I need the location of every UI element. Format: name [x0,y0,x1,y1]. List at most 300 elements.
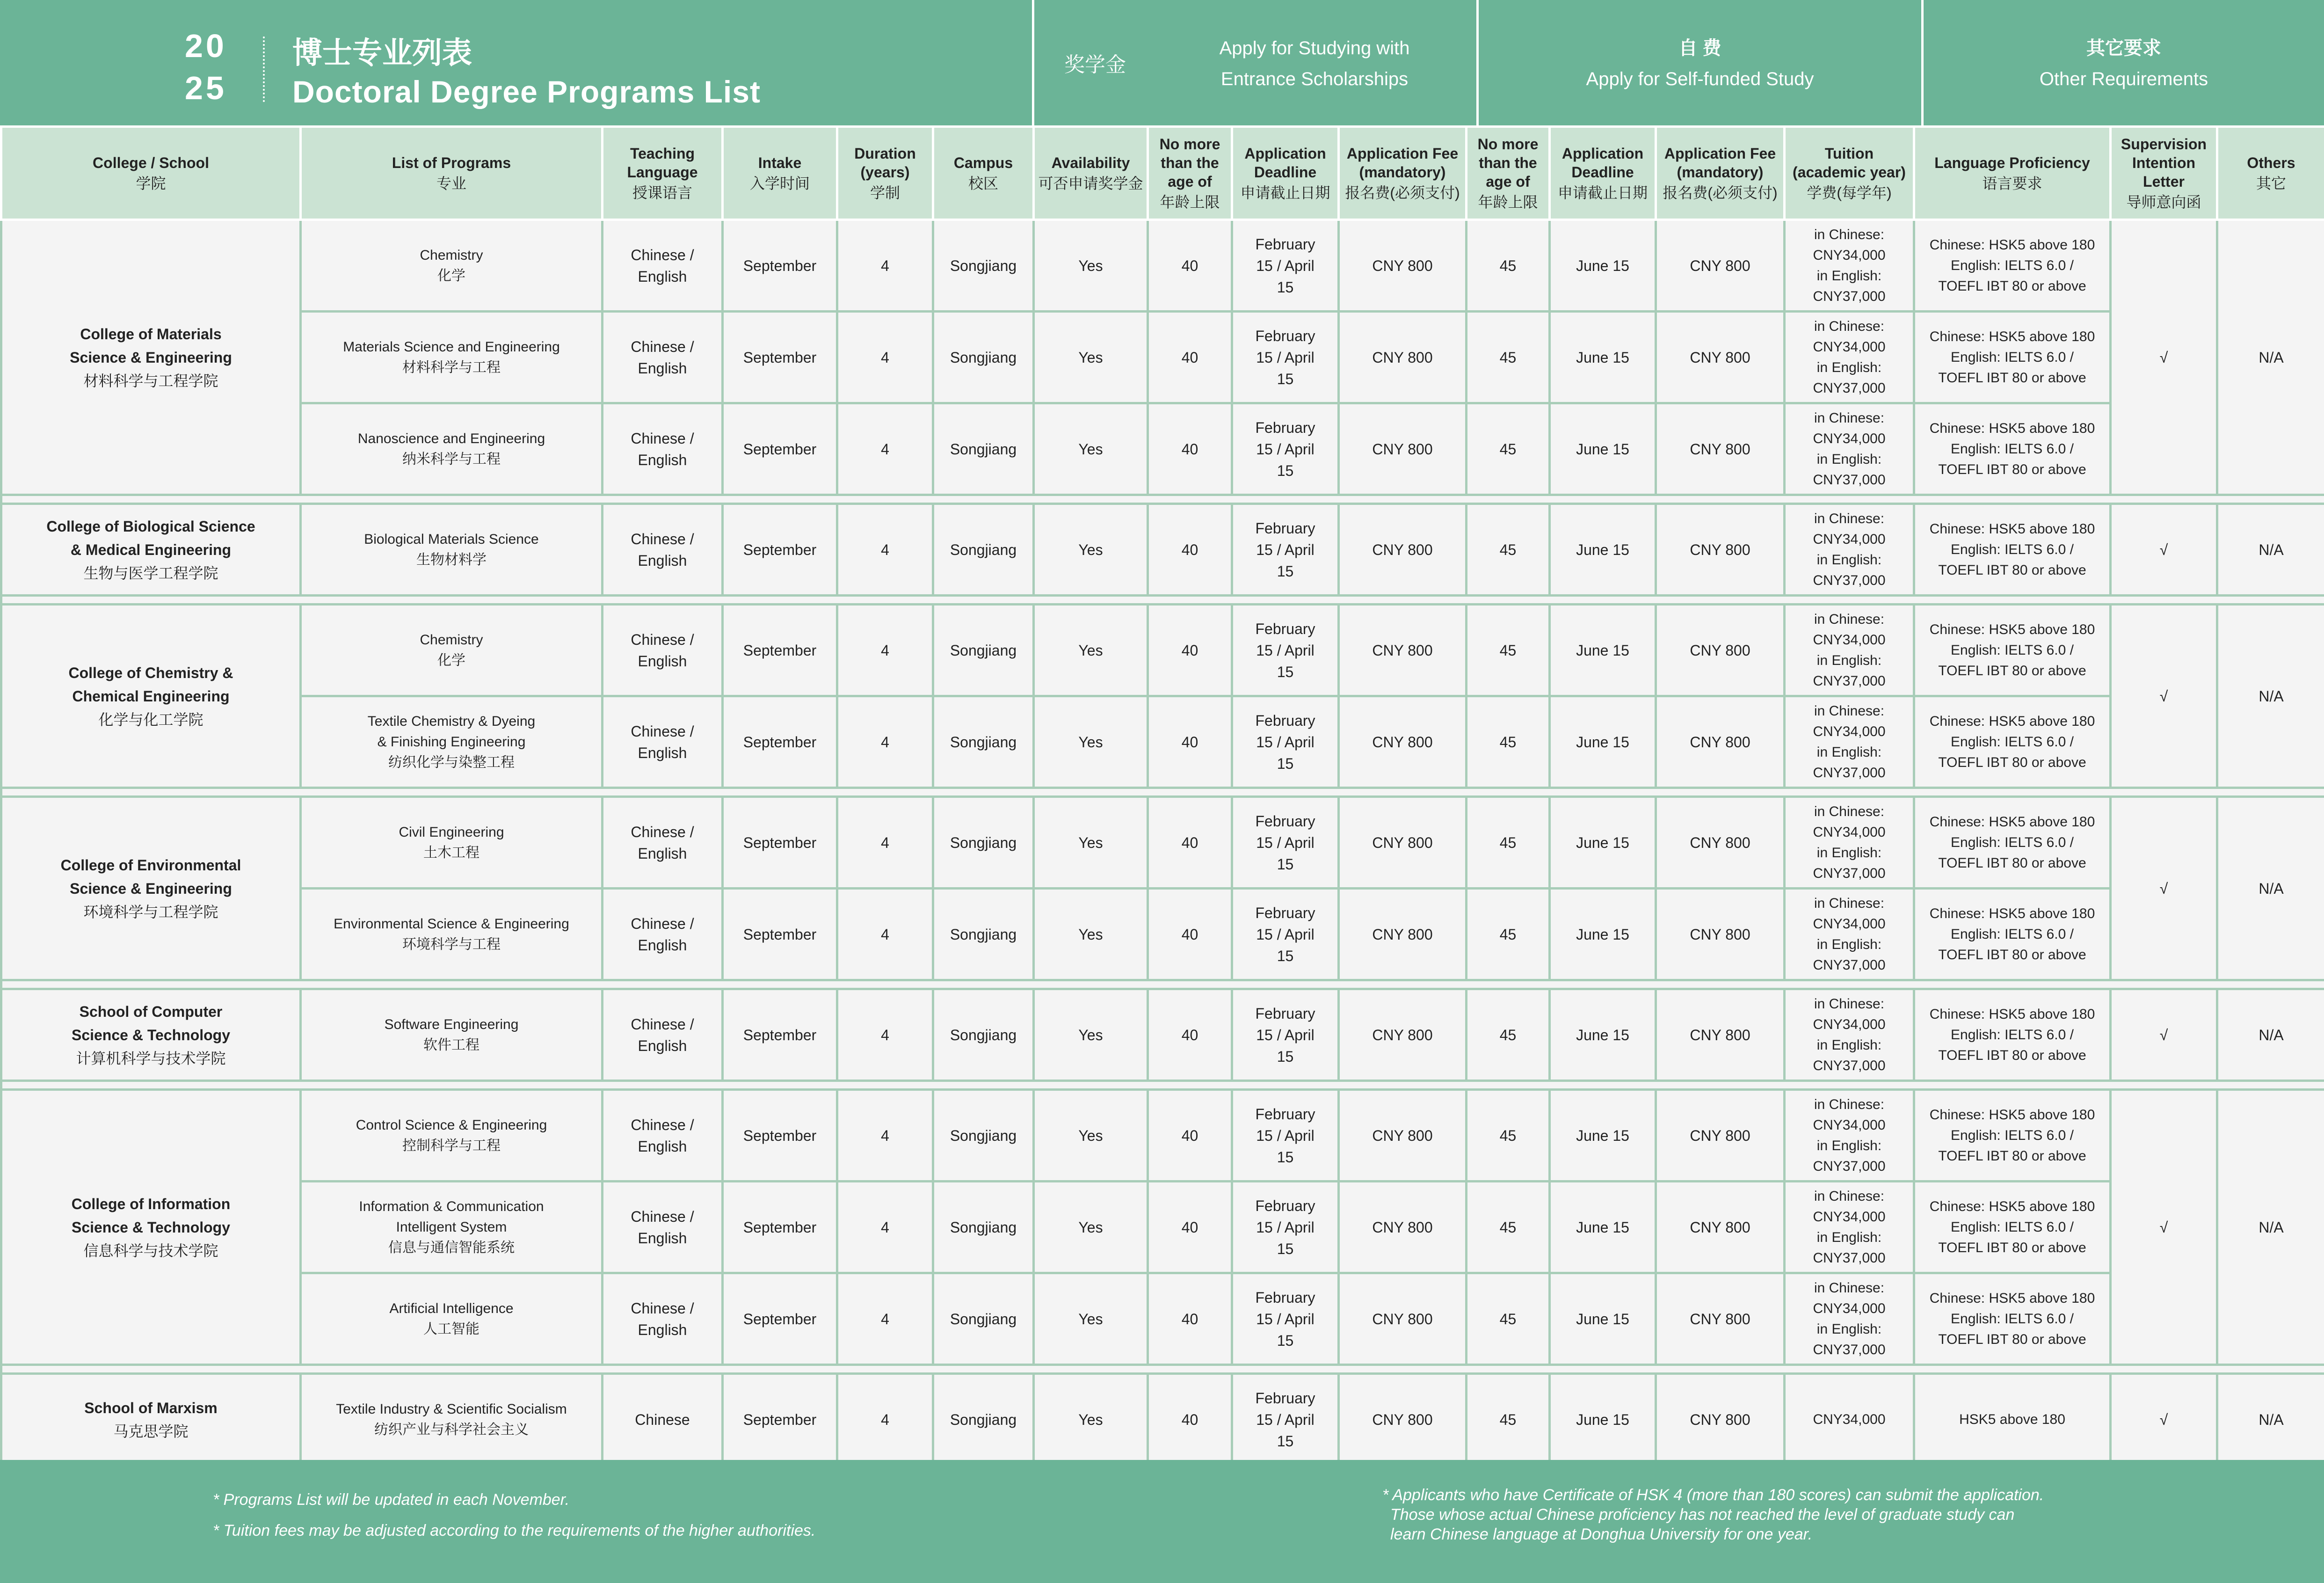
sf-deadline-value: June 15 [1576,642,1629,659]
column-header-label: No more than the age of [1477,136,1539,190]
duration-value: 4 [881,926,889,943]
tuition-cn-value: CNY34,000 [1813,1300,1886,1316]
college-name-cn: 马克思学院 [113,1423,189,1440]
programs-table-wrap [0,125,2324,1460]
sf-deadline-cell [1550,403,1656,495]
footer-note: Those whose actual Chinese proficiency has not reached the level of graduate study can [1390,1506,2015,1524]
sch-fee-value: CNY 800 [1372,1411,1433,1428]
intake-cell [723,989,837,1081]
tuition-cn-value: CNY34,000 [1813,824,1886,840]
column-header-label-cn: 语言要求 [1982,175,2042,192]
tuition-en-value: CNY37,000 [1813,673,1886,689]
teaching-language-value: Chinese / English [631,246,694,285]
check-mark-icon: √ [2159,541,2168,558]
sf-age-cell [1467,1273,1550,1365]
table-row [1,1182,2324,1273]
column-header-others [2217,127,2324,220]
availability-value: Yes [1078,1127,1103,1144]
others-value: N/A [2259,541,2284,558]
column-header-label-cn: 申请截止日期 [1240,184,1330,201]
supervision-cell [2111,220,2217,495]
sch-fee-cell [1339,605,1467,696]
group-separator [1,788,2324,797]
language-req-toefl: TOEFL IBT 80 or above [1938,663,2086,678]
column-header-label: Language Proficiency [1934,154,2090,171]
tuition-cn-label: in Chinese: [1814,226,1885,242]
tuition-en-value: CNY37,000 [1813,957,1886,973]
column-header-availability [1034,127,1148,220]
sch-deadline-value: February 15 / April 15 [1255,235,1315,296]
duration-cell [837,220,933,312]
column-header-label: Campus [953,154,1013,171]
sch-age-value: 40 [1181,1026,1198,1043]
sch-age-cell [1148,1090,1232,1182]
language-req-cell [1914,605,2111,696]
supervision-cell [2111,1090,2217,1365]
tuition-cn-label: in Chinese: [1814,611,1885,627]
campus-value: Songjiang [950,1026,1017,1043]
program-name-cn: 纺织化学与染整工程 [388,754,515,770]
table-row [1,1273,2324,1365]
language-req-toefl: TOEFL IBT 80 or above [1938,1148,2086,1164]
sf-fee-value: CNY 800 [1690,541,1750,558]
sf-fee-value: CNY 800 [1690,1411,1750,1428]
sch-fee-value: CNY 800 [1372,1218,1433,1236]
sf-age-value: 45 [1499,440,1517,458]
column-header-label: List of Programs [392,154,511,171]
sf-fee-cell [1656,504,1785,596]
language-req-chinese: Chinese: HSK5 above 180 [1929,420,2095,436]
campus-cell [933,889,1034,980]
availability-value: Yes [1078,349,1103,366]
program-cell [301,220,603,312]
campus-cell [933,1182,1034,1273]
duration-cell [837,605,933,696]
availability-cell [1034,797,1148,889]
language-req-toefl: TOEFL IBT 80 or above [1938,370,2086,386]
tuition-cell [1785,220,1914,312]
sch-fee-cell [1339,1374,1467,1466]
sch-age-value: 40 [1181,926,1198,943]
sf-age-cell [1467,696,1550,788]
teaching-language-value: Chinese / English [631,430,694,468]
sf-fee-cell [1656,1182,1785,1273]
sch-fee-cell [1339,1090,1467,1182]
intake-value: September [743,257,817,274]
program-name: Artificial Intelligence [389,1300,514,1316]
program-name: Control Science & Engineering [356,1117,547,1133]
availability-value: Yes [1078,1411,1103,1428]
program-name-cn: 生物材料学 [416,552,487,568]
supervision-cell [2111,504,2217,596]
college-name-line2: Science & Engineering [70,880,232,897]
teaching-language-cell [603,605,723,696]
college-name: College of Chemistry & [68,664,233,681]
college-name-cn: 环境科学与工程学院 [83,903,218,920]
program-name-cn: 环境科学与工程 [402,936,501,952]
sf-age-value: 45 [1499,541,1517,558]
sf-fee-value: CNY 800 [1690,1310,1750,1328]
tuition-cn-label: in Chinese: [1814,803,1885,819]
sf-age-value: 45 [1499,349,1517,366]
sf-age-cell [1467,605,1550,696]
language-req-cell [1914,1374,2111,1466]
tuition-cell [1785,504,1914,596]
page-title: Doctoral Degree Programs List [292,74,761,109]
table-row [1,312,2324,403]
language-req-cell [1914,1182,2111,1273]
tuition-cn-label: in Chinese: [1814,410,1885,426]
sch-age-value: 40 [1181,733,1198,751]
tuition-cell [1785,696,1914,788]
tuition-cell [1785,1273,1914,1365]
sf-fee-value: CNY 800 [1690,349,1750,366]
tuition-cn-label: in Chinese: [1814,511,1885,526]
teaching-language-value: Chinese / English [631,530,694,569]
duration-cell [837,312,933,403]
others-cell [2217,504,2324,596]
teaching-language-cell [603,1273,723,1365]
table-body [1,220,2324,1466]
availability-value: Yes [1078,926,1103,943]
sf-deadline-value: June 15 [1576,541,1629,558]
college-name: College of Information [71,1195,231,1212]
sf-deadline-cell [1550,1090,1656,1182]
intake-value: September [743,349,817,366]
college-cell [1,797,301,980]
sf-fee-value: CNY 800 [1690,1026,1750,1043]
tuition-en-value: CNY37,000 [1813,1158,1886,1174]
tuition-cn-value: CNY34,000 [1813,1016,1886,1032]
college-cell [1,1374,301,1466]
sch-deadline-value: February 15 / April 15 [1255,1105,1315,1166]
sf-fee-value: CNY 800 [1690,440,1750,458]
language-req-chinese: Chinese: HSK5 above 180 [1929,621,2095,637]
sch-deadline-cell [1232,504,1339,596]
language-req-toefl: TOEFL IBT 80 or above [1938,855,2086,871]
footer [0,1460,2324,1583]
sch-age-value: 40 [1181,541,1198,558]
column-header-label-cn: 年龄上限 [1478,194,1538,211]
availability-value: Yes [1078,642,1103,659]
sf-fee-value: CNY 800 [1690,1127,1750,1144]
tuition-cell [1785,403,1914,495]
sch-deadline-value: February 15 / April 15 [1255,419,1315,479]
tuition-en-label: in English: [1816,359,1882,375]
sf-fee-cell [1656,403,1785,495]
campus-cell [933,1273,1034,1365]
college-name-cn: 化学与化工学院 [98,711,203,728]
intake-cell [723,504,837,596]
sch-fee-cell [1339,312,1467,403]
campus-value: Songjiang [950,1310,1017,1328]
duration-cell [837,989,933,1081]
language-req-english: English: IELTS 6.0 / [1951,734,2074,750]
group-separator [1,980,2324,989]
availability-cell [1034,312,1148,403]
tuition-cn-label: in Chinese: [1814,996,1885,1012]
sch-fee-value: CNY 800 [1372,541,1433,558]
duration-value: 4 [881,733,889,751]
sf-age-value: 45 [1499,926,1517,943]
language-req-chinese: Chinese: HSK5 above 180 [1929,237,2095,253]
tuition-cn-value: CNY34,000 [1813,632,1886,648]
tuition-value: CNY34,000 [1813,1411,1886,1427]
sf-deadline-value: June 15 [1576,1411,1629,1428]
program-name-line2: & Finishing Engineering [377,734,526,750]
college-name-cn: 生物与医学工程学院 [83,564,218,582]
program-name: Textile Industry & Scientific Socialism [336,1401,567,1417]
sch-fee-value: CNY 800 [1372,1026,1433,1043]
table-row [1,220,2324,312]
table-row [1,1374,2324,1466]
sch-deadline-cell [1232,1090,1339,1182]
campus-cell [933,1090,1034,1182]
table-row [1,696,2324,788]
teaching-language-value: Chinese / English [631,338,694,377]
duration-value: 4 [881,1127,889,1144]
language-req-cell [1914,504,2111,596]
availability-cell [1034,1182,1148,1273]
campus-value: Songjiang [950,440,1017,458]
language-req-english: English: IELTS 6.0 / [1951,1027,2074,1043]
availability-cell [1034,504,1148,596]
sch-fee-value: CNY 800 [1372,440,1433,458]
sf-deadline-value: June 15 [1576,257,1629,274]
campus-cell [933,696,1034,788]
sf-age-cell [1467,220,1550,312]
sch-deadline-value: February 15 / April 15 [1255,327,1315,387]
column-header-label-cn: 申请截止日期 [1557,184,1648,201]
column-header-sch-deadline [1232,127,1339,220]
college-name-line2: Science & Engineering [70,349,232,366]
program-name: Software Engineering [384,1016,519,1032]
availability-value: Yes [1078,1218,1103,1236]
program-name: Nanoscience and Engineering [357,430,545,446]
tuition-en-label: in English: [1816,1037,1882,1053]
column-header-language-proficiency [1914,127,2111,220]
column-header-intake [723,127,837,220]
sf-age-cell [1467,1090,1550,1182]
duration-value: 4 [881,1218,889,1236]
tuition-en-value: CNY37,000 [1813,572,1886,588]
tuition-cell [1785,889,1914,980]
sf-fee-cell [1656,1374,1785,1466]
column-header-label: Teaching Language [627,145,698,181]
language-req-cell [1914,989,2111,1081]
campus-value: Songjiang [950,1218,1017,1236]
program-cell [301,1273,603,1365]
column-header-label: Application Fee (mandatory) [1664,145,1776,181]
sf-fee-value: CNY 800 [1690,642,1750,659]
sch-age-cell [1148,797,1232,889]
others-cell [2217,989,2324,1081]
campus-value: Songjiang [950,349,1017,366]
duration-cell [837,696,933,788]
sf-fee-cell [1656,696,1785,788]
language-req-toefl: TOEFL IBT 80 or above [1938,1240,2086,1255]
program-name-cn: 纺织产业与科学社会主义 [374,1422,529,1437]
availability-value: Yes [1078,834,1103,851]
year-top: 20 [185,28,227,64]
sf-fee-value: CNY 800 [1690,733,1750,751]
sch-deadline-cell [1232,1182,1339,1273]
column-header-label-cn: 导师意向函 [2126,194,2201,211]
availability-value: Yes [1078,1310,1103,1328]
sch-deadline-value: February 15 / April 15 [1255,1005,1315,1065]
sf-deadline-cell [1550,696,1656,788]
table-row [1,504,2324,596]
sf-deadline-cell [1550,605,1656,696]
sch-fee-value: CNY 800 [1372,257,1433,274]
column-header-label: Tuition (academic year) [1793,145,1906,181]
column-header-label-cn: 年龄上限 [1160,194,1220,211]
sf-deadline-value: June 15 [1576,733,1629,751]
intake-cell [723,403,837,495]
availability-value: Yes [1078,440,1103,458]
language-req-toefl: TOEFL IBT 80 or above [1938,461,2086,477]
sch-fee-cell [1339,696,1467,788]
tuition-cn-value: CNY34,000 [1813,430,1886,446]
language-req-chinese: Chinese: HSK5 above 180 [1929,814,2095,830]
check-mark-icon: √ [2159,687,2168,705]
language-req-cell [1914,797,2111,889]
language-req-chinese: Chinese: HSK5 above 180 [1929,1290,2095,1306]
campus-value: Songjiang [950,541,1017,558]
check-mark-icon: √ [2159,1218,2168,1236]
program-cell [301,312,603,403]
column-header-label: Application Deadline [1244,145,1326,181]
other-req-heading: Other Requirements [2039,69,2208,89]
college-cell [1,504,301,596]
college-cell [1,989,301,1081]
college-name: College of Materials [80,325,222,343]
column-header-supervision-letter [2111,127,2217,220]
intake-value: September [743,926,817,943]
college-name-line2: Science & Technology [71,1026,231,1043]
intake-value: September [743,541,817,558]
campus-cell [933,220,1034,312]
campus-value: Songjiang [950,642,1017,659]
supervision-cell [2111,1374,2217,1466]
column-header-label: Availability [1051,154,1130,171]
language-req-chinese: Chinese: HSK5 above 180 [1929,905,2095,921]
availability-cell [1034,889,1148,980]
sf-age-value: 45 [1499,1310,1517,1328]
sch-deadline-value: February 15 / April 15 [1255,1289,1315,1349]
sf-age-value: 45 [1499,834,1517,851]
intake-cell [723,312,837,403]
intake-value: September [743,1026,817,1043]
program-name-cn: 化学 [437,268,465,284]
intake-value: September [743,1310,817,1328]
duration-value: 4 [881,541,889,558]
tuition-cell [1785,1374,1914,1466]
sch-deadline-cell [1232,797,1339,889]
sch-fee-value: CNY 800 [1372,1310,1433,1328]
tuition-cn-label: in Chinese: [1814,1280,1885,1296]
column-header-label: Application Fee (mandatory) [1346,145,1459,181]
availability-value: Yes [1078,733,1103,751]
tuition-cn-value: CNY34,000 [1813,531,1886,547]
intake-cell [723,1374,837,1466]
availability-cell [1034,696,1148,788]
duration-cell [837,889,933,980]
table-row [1,403,2324,495]
sch-age-cell [1148,504,1232,596]
college-cell [1,605,301,788]
sch-deadline-cell [1232,696,1339,788]
sf-age-cell [1467,989,1550,1081]
language-req-english: English: IELTS 6.0 / [1951,1311,2074,1327]
language-req-cell [1914,889,2111,980]
sf-deadline-cell [1550,312,1656,403]
intake-cell [723,889,837,980]
program-name-cn: 纳米科学与工程 [402,451,501,467]
campus-cell [933,605,1034,696]
footer-note: * Tuition fees may be adjusted according to the requirements of the higher authorities. [213,1522,816,1539]
column-header-label: Intake [758,154,802,171]
column-header-sch-age-limit [1148,127,1232,220]
tuition-en-value: CNY37,000 [1813,1058,1886,1073]
supervision-cell [2111,797,2217,980]
language-req-english: English: IELTS 6.0 / [1951,541,2074,557]
sch-fee-value: CNY 800 [1372,349,1433,366]
sch-fee-cell [1339,220,1467,312]
teaching-language-cell [603,1090,723,1182]
sch-age-cell [1148,696,1232,788]
availability-cell [1034,1273,1148,1365]
sf-deadline-cell [1550,1182,1656,1273]
duration-cell [837,403,933,495]
campus-value: Songjiang [950,1411,1017,1428]
tuition-cell [1785,989,1914,1081]
teaching-language-cell [603,220,723,312]
teaching-language-cell [603,989,723,1081]
column-header-program [301,127,603,220]
tuition-en-label: in English: [1816,1138,1882,1153]
tuition-cn-label: in Chinese: [1814,703,1885,719]
tuition-cn-value: CNY34,000 [1813,1209,1886,1225]
sch-age-value: 40 [1181,440,1198,458]
scholarship-heading-cn: 奖学金 [1064,53,1126,76]
teaching-language-value: Chinese / English [631,915,694,954]
teaching-language-cell [603,403,723,495]
duration-cell [837,1182,933,1273]
intake-value: September [743,440,817,458]
column-header-campus [933,127,1034,220]
program-cell [301,1374,603,1466]
others-cell [2217,1090,2324,1365]
column-header-tuition [1785,127,1914,220]
sf-age-cell [1467,1182,1550,1273]
sch-fee-cell [1339,403,1467,495]
table-row [1,797,2324,889]
program-cell [301,403,603,495]
language-req-cell [1914,220,2111,312]
college-name-line2: & Medical Engineering [70,541,232,558]
sch-deadline-cell [1232,989,1339,1081]
campus-cell [933,797,1034,889]
tuition-cell [1785,605,1914,696]
column-header-label-cn: 学制 [870,184,900,201]
sf-age-value: 45 [1499,733,1517,751]
sch-age-value: 40 [1181,1411,1198,1428]
sch-deadline-cell [1232,1374,1339,1466]
tuition-en-label: in English: [1816,936,1882,952]
sch-age-value: 40 [1181,642,1198,659]
column-header-label-cn: 学费(每学年) [1807,184,1892,201]
